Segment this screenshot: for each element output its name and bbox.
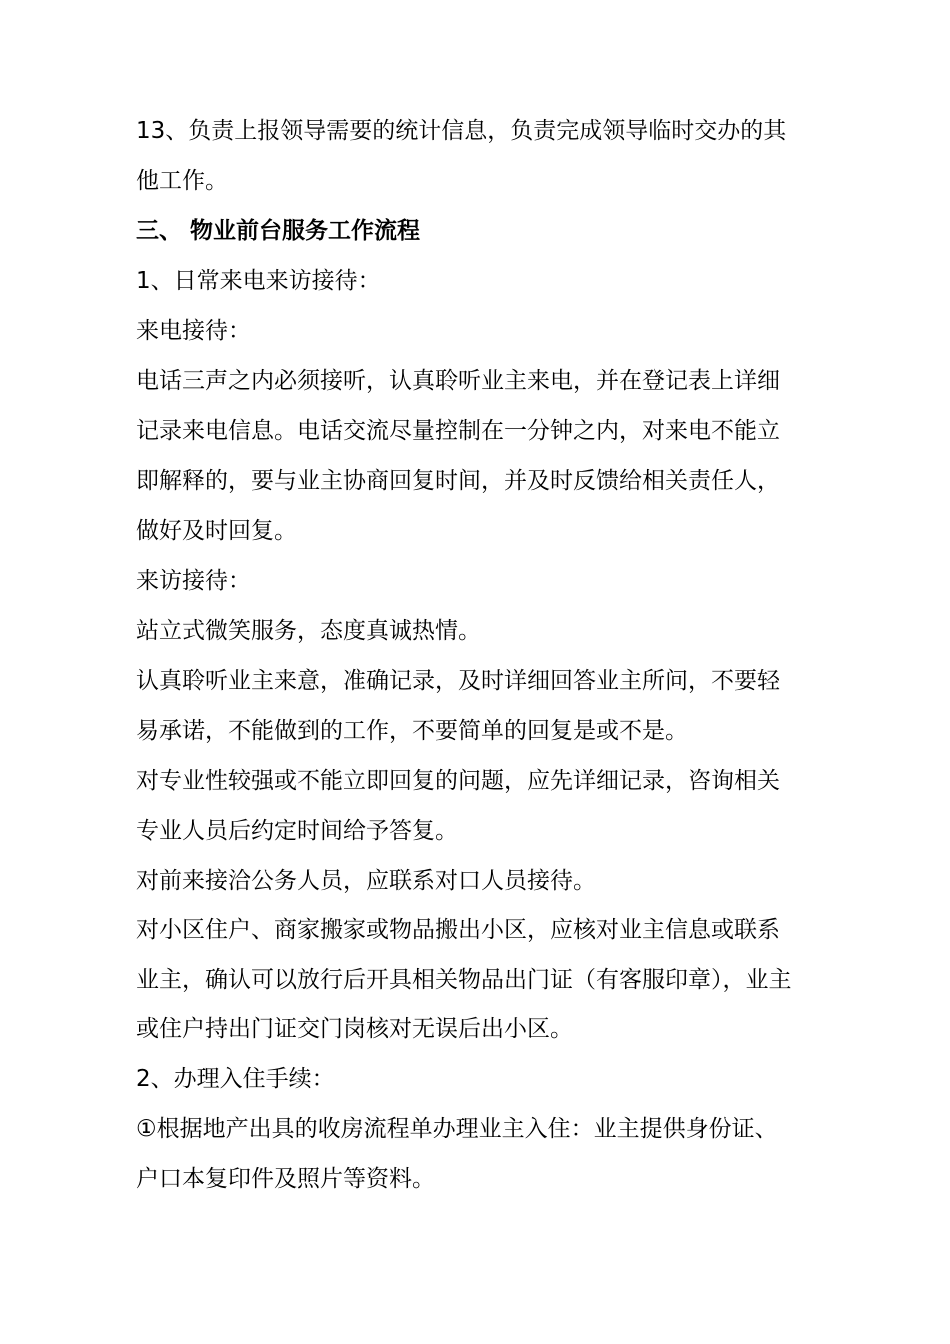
text-line: 对小区住户、商家搬家或物品搬出小区，应核对业主信息或联系 — [136, 917, 780, 943]
text-line: 对前来接洽公务人员，应联系对口人员接待。 — [136, 868, 596, 894]
text-line: 13、负责上报领导需要的统计信息，负责完成领导临时交办的其 — [136, 118, 787, 144]
subsection-heading: 2、办理入住手续： — [136, 1066, 335, 1092]
text-line: 对专业性较强或不能立即回复的问题，应先详细记录，咨询相关 — [136, 768, 780, 794]
text-line: 电话三声之内必须接听，认真聆听业主来电，并在登记表上详细 — [136, 368, 780, 394]
text-line: 来电接待： — [136, 318, 251, 344]
text-line: 易承诺，不能做到的工作，不要简单的回复是或不是。 — [136, 718, 688, 744]
text-line: 站立式微笑服务，态度真诚热情。 — [136, 618, 481, 644]
text-line: 来访接待： — [136, 568, 251, 594]
text-line: 即解释的，要与业主协商回复时间，并及时反馈给相关责任人， — [136, 468, 780, 494]
text-line: 他工作。 — [136, 168, 228, 194]
text-line: 户口本复印件及照片等资料。 — [136, 1166, 435, 1192]
subsection-heading: 1、日常来电来访接待： — [136, 268, 381, 294]
text-line: 做好及时回复。 — [136, 518, 297, 544]
text-line: 专业人员后约定时间给予答复。 — [136, 818, 458, 844]
text-line: 记录来电信息。电话交流尽量控制在一分钟之内，对来电不能立 — [136, 418, 780, 444]
section-heading: 三、 物业前台服务工作流程 — [136, 218, 421, 244]
text-line: 认真聆听业主来意，准确记录，及时详细回答业主所问，不要轻 — [136, 668, 780, 694]
text-line: ①根据地产出具的收房流程单办理业主入住：业主提供身份证、 — [136, 1116, 778, 1142]
text-line: 业主，确认可以放行后开具相关物品出门证（有客服印章），业主 — [136, 967, 792, 993]
text-line: 或住户持出门证交门岗核对无误后出小区。 — [136, 1016, 573, 1042]
